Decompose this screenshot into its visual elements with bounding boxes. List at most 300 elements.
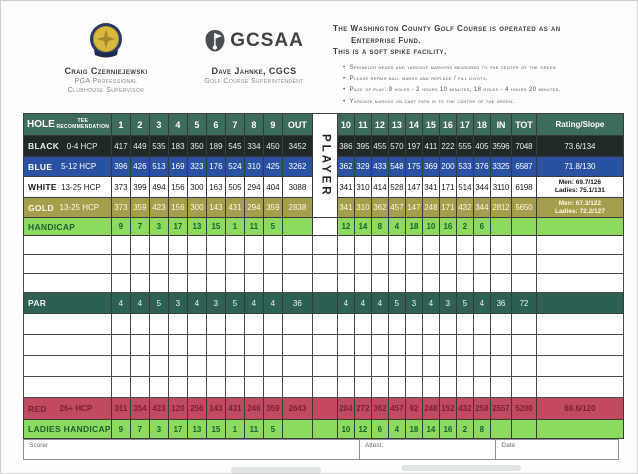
value-cell: 405 (473, 136, 490, 157)
row-label: LADIES HANDICAP (28, 424, 111, 434)
score-cell (422, 356, 439, 377)
rating-men: Men: 67.3/122 (558, 199, 602, 207)
tot-value-cell (511, 314, 536, 335)
value-cell: 423 (149, 398, 168, 420)
in-value-cell (490, 356, 511, 377)
bullet-text: Yardage marked on cart path is to the center of the green. (349, 97, 515, 105)
rating-slope-cell: 69.6/120 (536, 398, 623, 420)
rating-slope-cell (536, 198, 623, 218)
in-value-cell (490, 377, 511, 398)
score-cell (422, 377, 439, 398)
value-cell: 171 (439, 177, 456, 198)
score-cell (130, 377, 149, 398)
value-cell: 457 (388, 398, 405, 420)
score-cell (405, 255, 422, 274)
tot-value-cell (511, 218, 536, 236)
value-cell: 399 (130, 177, 149, 198)
hole-number-header: 15 (422, 114, 439, 136)
value-cell: 386 (337, 136, 354, 157)
score-cell (206, 377, 225, 398)
value-cell: 4 (263, 293, 282, 314)
notice-line-1: The Washington County Golf Course is operated as an (333, 24, 561, 33)
value-cell: 450 (263, 136, 282, 157)
value-cell: 3 (439, 293, 456, 314)
score-cell (168, 335, 187, 356)
value-cell: 514 (456, 177, 473, 198)
score-cell (130, 236, 149, 255)
hole-number-header: 8 (244, 114, 263, 136)
value-cell: 548 (388, 157, 405, 177)
hcp-range-label: 26+ HCP (59, 404, 93, 413)
score-cell (439, 236, 456, 255)
value-cell: 248 (422, 198, 439, 218)
value-cell: 545 (225, 136, 244, 157)
score-cell (337, 335, 354, 356)
value-cell: 431 (225, 398, 244, 420)
value-cell: 10 (337, 420, 354, 439)
score-cell (168, 274, 187, 293)
value-cell: 310 (354, 198, 371, 218)
score-cell (473, 236, 490, 255)
in-value-cell (490, 218, 511, 236)
value-cell: 3 (168, 293, 187, 314)
score-cell (225, 236, 244, 255)
score-cell (388, 236, 405, 255)
tot-value-cell (511, 420, 536, 439)
score-cell (405, 236, 422, 255)
score-cell (439, 356, 456, 377)
tot-value-cell: 7048 (511, 136, 536, 157)
score-cell (225, 255, 244, 274)
tot-value-cell (511, 377, 536, 398)
hole-number-header: 14 (405, 114, 422, 136)
row-label-cell (24, 293, 112, 314)
score-cell (456, 356, 473, 377)
attest-field: Attest: (359, 440, 496, 459)
value-cell: 7 (130, 218, 149, 236)
gcsaa-logo-icon (204, 29, 226, 53)
row-label-cell (24, 177, 112, 198)
score-cell (168, 377, 187, 398)
score-cell (473, 255, 490, 274)
score-cell (244, 274, 263, 293)
value-cell: 5 (225, 293, 244, 314)
value-cell: 341 (422, 177, 439, 198)
value-cell: 12 (337, 218, 354, 236)
value-cell: 362 (337, 157, 354, 177)
hole-number-header: 11 (354, 114, 371, 136)
score-cell (263, 377, 282, 398)
value-cell: 524 (225, 157, 244, 177)
score-cell (225, 335, 244, 356)
empty-label-cell (24, 255, 112, 274)
hole-header-label: HOLE (27, 119, 55, 130)
score-cell (111, 335, 130, 356)
row-label: GOLD (28, 202, 54, 213)
value-cell: 535 (149, 136, 168, 157)
value-cell: 341 (337, 177, 354, 198)
score-cell (388, 377, 405, 398)
tot-value-cell: 6198 (511, 177, 536, 198)
in-value-cell: 2557 (490, 398, 511, 420)
hole-number-header: 17 (456, 114, 473, 136)
value-cell: 4 (337, 293, 354, 314)
value-cell: 5 (149, 293, 168, 314)
player-column-cell (312, 236, 337, 255)
score-cell (439, 335, 456, 356)
out-value-cell: 3262 (282, 157, 312, 177)
value-cell: 14 (422, 420, 439, 439)
row-red (24, 398, 624, 420)
tot-value-cell: 5200 (511, 398, 536, 420)
row-par (24, 293, 624, 314)
value-cell: 13 (187, 420, 206, 439)
score-cell (263, 236, 282, 255)
score-cell (111, 255, 130, 274)
value-cell: 311 (111, 398, 130, 420)
value-cell: 183 (168, 136, 187, 157)
value-cell: 425 (263, 157, 282, 177)
hole-number-header: 1 (111, 114, 130, 136)
course-notice (333, 23, 633, 107)
row-label: WHITE (28, 182, 57, 192)
in-value-cell: 2812 (490, 198, 511, 218)
score-cell (263, 274, 282, 293)
score-cell (456, 335, 473, 356)
player-score-row (24, 377, 624, 398)
value-cell: 163 (206, 177, 225, 198)
value-cell: 246 (244, 398, 263, 420)
hole-number-header: 16 (439, 114, 456, 136)
score-cell (388, 314, 405, 335)
row-label-cell (24, 136, 112, 157)
score-cell (337, 274, 354, 293)
score-cell (371, 377, 388, 398)
in-value-cell (490, 274, 511, 293)
value-cell: 449 (130, 136, 149, 157)
value-cell: 359 (263, 198, 282, 218)
value-cell: 432 (456, 198, 473, 218)
out-value-cell (282, 314, 312, 335)
score-cell (149, 314, 168, 335)
player-column-cell (312, 377, 337, 398)
score-cell (263, 356, 282, 377)
empty-label-cell (24, 314, 112, 335)
rating-slope-cell (536, 314, 623, 335)
score-cell (225, 314, 244, 335)
score-cell (388, 255, 405, 274)
value-cell: 323 (187, 157, 206, 177)
superintendent-title: Golf Course Superintendent (204, 78, 304, 85)
tot-value-cell (511, 356, 536, 377)
bullet-text: Pace of play: 9 holes - 2 hours 10 minutes, 18 holes - 4 hours 20 minutes. (349, 86, 561, 94)
score-cell (187, 255, 206, 274)
value-cell: 169 (168, 157, 187, 177)
score-cell (354, 356, 371, 377)
rating-slope-cell: 71.8/130 (536, 157, 623, 177)
value-cell: 12 (354, 420, 371, 439)
out-value-cell (282, 356, 312, 377)
rating-slope-header: Rating/Slope (536, 114, 623, 136)
player-score-row (24, 335, 624, 356)
value-cell: 222 (439, 136, 456, 157)
value-cell: 143 (206, 398, 225, 420)
player-score-row (24, 255, 624, 274)
score-cell (168, 314, 187, 335)
score-cell (111, 236, 130, 255)
empty-label-cell (24, 335, 112, 356)
value-cell: 14 (354, 218, 371, 236)
score-cell (187, 356, 206, 377)
score-cell (187, 335, 206, 356)
value-cell: 6 (371, 420, 388, 439)
value-cell: 533 (456, 157, 473, 177)
score-cell (439, 255, 456, 274)
value-cell: 5 (263, 218, 282, 236)
pga-badge-icon (86, 20, 126, 62)
score-cell (244, 335, 263, 356)
value-cell: 3 (405, 293, 422, 314)
score-cell (371, 236, 388, 255)
hole-number-header: 3 (149, 114, 168, 136)
value-cell: 294 (244, 177, 263, 198)
score-cell (388, 274, 405, 293)
score-cell (371, 335, 388, 356)
value-cell: 10 (422, 218, 439, 236)
score-cell (149, 356, 168, 377)
in-value-cell (490, 314, 511, 335)
score-cell (206, 356, 225, 377)
score-cell (149, 236, 168, 255)
value-cell: 354 (130, 398, 149, 420)
pga-badge-icon (31, 19, 181, 63)
score-cell (388, 356, 405, 377)
score-cell (371, 356, 388, 377)
value-cell: 272 (354, 398, 371, 420)
rating-ladies: Ladies: 75.1/131 (554, 187, 605, 194)
score-cell (337, 356, 354, 377)
score-cell (456, 274, 473, 293)
scorecard-table (23, 113, 624, 439)
value-cell: 4 (388, 420, 405, 439)
pga-professional-block (31, 19, 181, 94)
value-cell: 5 (263, 420, 282, 439)
value-cell: 513 (149, 157, 168, 177)
score-cell (187, 274, 206, 293)
value-cell: 341 (337, 198, 354, 218)
row-label: BLUE (28, 161, 53, 172)
in-header: IN (490, 114, 511, 136)
player-column-cell (312, 293, 337, 314)
out-value-cell (282, 274, 312, 293)
value-cell: 258 (473, 398, 490, 420)
bullet-text: Please repair ball marks and replace / fill divots. (349, 75, 489, 83)
hcp-range-label: 0-4 HCP (66, 141, 98, 151)
tot-value-cell (511, 255, 536, 274)
value-cell: 414 (371, 177, 388, 198)
rating-men: Men: 69.7/126 (558, 179, 602, 187)
value-cell: 294 (244, 198, 263, 218)
value-cell: 15 (206, 218, 225, 236)
row-label-cell (24, 420, 112, 439)
notice-bullet (333, 62, 633, 73)
value-cell: 152 (439, 398, 456, 420)
empty-label-cell (24, 236, 112, 255)
in-value-cell: 3596 (490, 136, 511, 157)
bullet-icon: • (343, 63, 346, 71)
score-cell (244, 356, 263, 377)
gcsaa-block (179, 19, 329, 85)
signature-row (23, 439, 619, 460)
score-cell (371, 274, 388, 293)
row-label: PAR (28, 298, 47, 308)
value-cell: 248 (422, 398, 439, 420)
value-cell: 1 (225, 420, 244, 439)
rating-slope-cell (536, 377, 623, 398)
value-cell: 9 (111, 218, 130, 236)
score-cell (405, 335, 422, 356)
score-cell (244, 314, 263, 335)
out-value-cell (282, 236, 312, 255)
score-cell (168, 356, 187, 377)
score-cell (206, 236, 225, 255)
score-cell (354, 274, 371, 293)
score-cell (149, 335, 168, 356)
value-cell: 411 (422, 136, 439, 157)
score-cell (439, 274, 456, 293)
score-cell (388, 335, 405, 356)
player-column-cell (312, 255, 337, 274)
value-cell: 8 (473, 420, 490, 439)
rating-ladies: Ladies: 72.2/127 (554, 207, 605, 215)
value-cell: 156 (168, 198, 187, 218)
out-value-cell: 2643 (282, 398, 312, 420)
in-value-cell: 3325 (490, 157, 511, 177)
tot-value-cell: 72 (511, 293, 536, 314)
score-cell (187, 236, 206, 255)
value-cell: 350 (187, 136, 206, 157)
scan-smudge (401, 465, 521, 471)
value-cell: 7 (130, 420, 149, 439)
value-cell: 455 (371, 136, 388, 157)
row-label: HANDICAP (28, 221, 76, 232)
row-label-cell (24, 218, 112, 236)
tot-value-cell (511, 335, 536, 356)
score-cell (130, 335, 149, 356)
pga-title-line1: PGA Professional (74, 78, 138, 85)
score-cell (168, 236, 187, 255)
hole-number-header: 12 (371, 114, 388, 136)
player-score-row (24, 236, 624, 255)
player-column-cell (312, 274, 337, 293)
value-cell: 4 (244, 293, 263, 314)
rating-slope-cell (536, 218, 623, 236)
value-cell: 9 (111, 420, 130, 439)
value-cell: 457 (388, 198, 405, 218)
score-cell (149, 255, 168, 274)
value-cell: 300 (187, 198, 206, 218)
score-cell (456, 236, 473, 255)
score-cell (337, 314, 354, 335)
player-label: PLAYER (319, 133, 332, 198)
value-cell: 2 (456, 218, 473, 236)
value-cell: 528 (388, 177, 405, 198)
score-cell (456, 314, 473, 335)
value-cell: 373 (111, 177, 130, 198)
value-cell: 432 (456, 398, 473, 420)
value-cell: 369 (422, 157, 439, 177)
score-cell (206, 335, 225, 356)
score-cell (244, 236, 263, 255)
hole-header-cell (24, 114, 112, 136)
in-value-cell (490, 255, 511, 274)
value-cell: 4 (187, 293, 206, 314)
value-cell: 18 (405, 218, 422, 236)
hcp-range-label: 5-12 HCP (61, 162, 97, 171)
score-cell (225, 377, 244, 398)
player-column-cell (312, 398, 337, 420)
tot-value-cell (511, 236, 536, 255)
rating-slope-cell (536, 236, 623, 255)
value-cell: 171 (439, 198, 456, 218)
out-value-cell: 36 (282, 293, 312, 314)
value-cell: 4 (111, 293, 130, 314)
value-cell: 4 (473, 293, 490, 314)
score-cell (206, 314, 225, 335)
row-label-cell (24, 198, 112, 218)
score-cell (263, 255, 282, 274)
value-cell: 5 (456, 293, 473, 314)
notice-bullet (333, 73, 633, 84)
score-cell (422, 314, 439, 335)
value-cell: 15 (206, 420, 225, 439)
score-cell (473, 335, 490, 356)
player-column-cell (312, 335, 337, 356)
score-cell (337, 377, 354, 398)
rating-slope-cell (536, 335, 623, 356)
player-column-cell (312, 218, 337, 236)
bullet-text: Sprinkler heads and yardage markers measured to the center of the green (349, 63, 556, 71)
out-value-cell: 3088 (282, 177, 312, 198)
value-cell: 376 (473, 157, 490, 177)
value-cell: 16 (439, 218, 456, 236)
value-cell: 423 (149, 198, 168, 218)
value-cell: 11 (244, 218, 263, 236)
score-cell (473, 356, 490, 377)
player-column (312, 114, 337, 218)
score-cell (405, 314, 422, 335)
hole-number-header: 4 (168, 114, 187, 136)
out-value-cell (282, 255, 312, 274)
score-cell (405, 377, 422, 398)
value-cell: 4 (422, 293, 439, 314)
score-cell (149, 274, 168, 293)
gcsaa-logo-text: GCSAA (230, 30, 304, 51)
row-label-cell (24, 157, 112, 177)
value-cell: 310 (354, 177, 371, 198)
score-cell (354, 377, 371, 398)
out-value-cell (282, 218, 312, 236)
score-cell (422, 236, 439, 255)
score-cell (130, 255, 149, 274)
value-cell: 147 (405, 198, 422, 218)
hole-number-header: 6 (206, 114, 225, 136)
score-cell (337, 236, 354, 255)
value-cell: 431 (225, 198, 244, 218)
value-cell: 329 (354, 157, 371, 177)
value-cell: 18 (405, 420, 422, 439)
out-value-cell: 2838 (282, 198, 312, 218)
